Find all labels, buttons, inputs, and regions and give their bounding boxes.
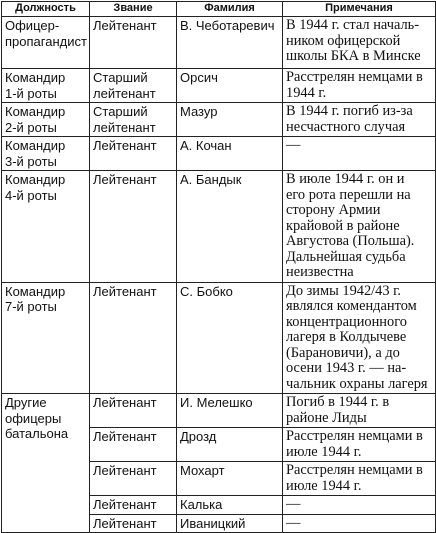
note-cell bbox=[283, 17, 436, 69]
name-text: В. Чеботаревич bbox=[180, 18, 275, 33]
name-text: А. Кочан bbox=[180, 138, 232, 153]
rank-text: Лейтенант bbox=[93, 138, 157, 153]
header-position: Должность bbox=[2, 2, 90, 17]
rank-cell bbox=[90, 17, 177, 69]
table-row bbox=[2, 171, 436, 283]
position-text: Другие офицеры батальона bbox=[5, 395, 69, 441]
name-text: С. Бобко bbox=[180, 283, 233, 299]
position-cell bbox=[2, 69, 90, 103]
officers-table bbox=[1, 1, 436, 533]
note-cell bbox=[283, 394, 436, 428]
rank-text: Лейтенант bbox=[93, 429, 157, 444]
position-text: Командир 4-й роты bbox=[5, 172, 66, 203]
name-cell bbox=[177, 171, 283, 283]
rank-text: Лейтенант bbox=[93, 283, 157, 299]
position-text: Офицер- пропагандист bbox=[5, 18, 87, 49]
rank-cell bbox=[90, 394, 177, 428]
rank-text: Старший лейтенант bbox=[93, 104, 156, 135]
rank-cell bbox=[90, 137, 177, 171]
note-cell bbox=[283, 69, 436, 103]
rank-cell bbox=[90, 171, 177, 283]
position-text: Командир 3-й роты bbox=[5, 138, 66, 169]
note-text: Расстрелян немцами в июле 1944 г. bbox=[286, 462, 423, 494]
position-cell bbox=[2, 137, 90, 171]
name-cell bbox=[177, 496, 283, 515]
name-text: Мохарт bbox=[180, 463, 225, 478]
name-text: Орсич bbox=[180, 70, 218, 85]
name-text: Иваницкий bbox=[180, 515, 246, 531]
rank-cell bbox=[90, 428, 177, 462]
rank-cell bbox=[90, 496, 177, 515]
note-text: — bbox=[286, 496, 301, 512]
rank-text: Лейтенант bbox=[93, 172, 157, 187]
note-cell bbox=[283, 282, 436, 394]
note-text: До зимы 1942/43 г. являлся комендантом концентрационного лагеря в Колдычеве (Барановичи), а до осени 1943 г. — на- чальник охраны лагеря bbox=[286, 282, 428, 392]
position-text: Командир 7-й роты bbox=[5, 283, 66, 314]
name-cell bbox=[177, 282, 283, 394]
note-cell bbox=[283, 103, 436, 137]
header-name: Фамилия bbox=[177, 2, 283, 17]
table-header bbox=[2, 2, 436, 17]
note-cell bbox=[283, 496, 436, 515]
table-row bbox=[2, 137, 436, 171]
name-text: Мазур bbox=[180, 104, 218, 119]
note-text: В июле 1944 г. он и его рота перешли на сторону Армии крайовой в районе Августова (Польша). Дальнейшая судьба неизвестна bbox=[286, 171, 415, 280]
rank-text: Лейтенант bbox=[93, 395, 157, 410]
position-text: Командир 2-й роты bbox=[5, 104, 66, 135]
table-row bbox=[2, 69, 436, 103]
position-cell bbox=[2, 394, 90, 533]
rank-cell bbox=[90, 103, 177, 137]
note-cell bbox=[283, 462, 436, 496]
rank-cell bbox=[90, 462, 177, 496]
name-cell bbox=[177, 514, 283, 533]
name-text: А. Бандык bbox=[180, 172, 242, 187]
name-cell bbox=[177, 428, 283, 462]
note-text: Расстрелян немцами в июле 1944 г. bbox=[286, 428, 423, 460]
name-cell bbox=[177, 69, 283, 103]
rank-text: Лейтенант bbox=[93, 497, 157, 512]
table-row bbox=[2, 394, 436, 428]
name-cell bbox=[177, 394, 283, 428]
name-cell bbox=[177, 462, 283, 496]
header-row bbox=[2, 2, 436, 17]
note-text: Расстрелян немцами в 1944 г. bbox=[286, 69, 423, 101]
note-text: В 1944 г. стал началь- ником офицерской школы БКА в Минске bbox=[286, 17, 421, 64]
rank-text: Лейтенант bbox=[93, 515, 157, 531]
rank-cell bbox=[90, 282, 177, 394]
note-cell bbox=[283, 171, 436, 283]
note-text: Погиб в 1944 г. в районе Лиды bbox=[286, 394, 390, 426]
note-cell bbox=[283, 514, 436, 533]
name-text: Калька bbox=[180, 497, 223, 512]
note-text: — bbox=[286, 137, 301, 153]
name-cell bbox=[177, 17, 283, 69]
header-rank: Звание bbox=[90, 2, 177, 17]
note-text: — bbox=[286, 514, 301, 531]
rank-text: Старший лейтенант bbox=[93, 70, 156, 101]
rank-text: Лейтенант bbox=[93, 18, 157, 33]
name-text: И. Мелешко bbox=[180, 395, 253, 410]
table-body bbox=[2, 17, 436, 533]
header-notes: Примечания bbox=[283, 2, 436, 17]
table-row bbox=[2, 282, 436, 394]
name-cell bbox=[177, 103, 283, 137]
position-cell bbox=[2, 282, 90, 394]
name-cell bbox=[177, 137, 283, 171]
position-cell bbox=[2, 103, 90, 137]
table-row bbox=[2, 103, 436, 137]
table-row bbox=[2, 17, 436, 69]
note-cell bbox=[283, 428, 436, 462]
note-text: В 1944 г. погиб из-за несчастного случая bbox=[286, 103, 413, 135]
position-cell bbox=[2, 17, 90, 69]
position-text: Командир 1-й роты bbox=[5, 70, 66, 101]
position-cell bbox=[2, 171, 90, 283]
rank-cell bbox=[90, 514, 177, 533]
name-text: Дрозд bbox=[180, 429, 217, 444]
rank-text: Лейтенант bbox=[93, 463, 157, 478]
note-cell bbox=[283, 137, 436, 171]
rank-cell bbox=[90, 69, 177, 103]
